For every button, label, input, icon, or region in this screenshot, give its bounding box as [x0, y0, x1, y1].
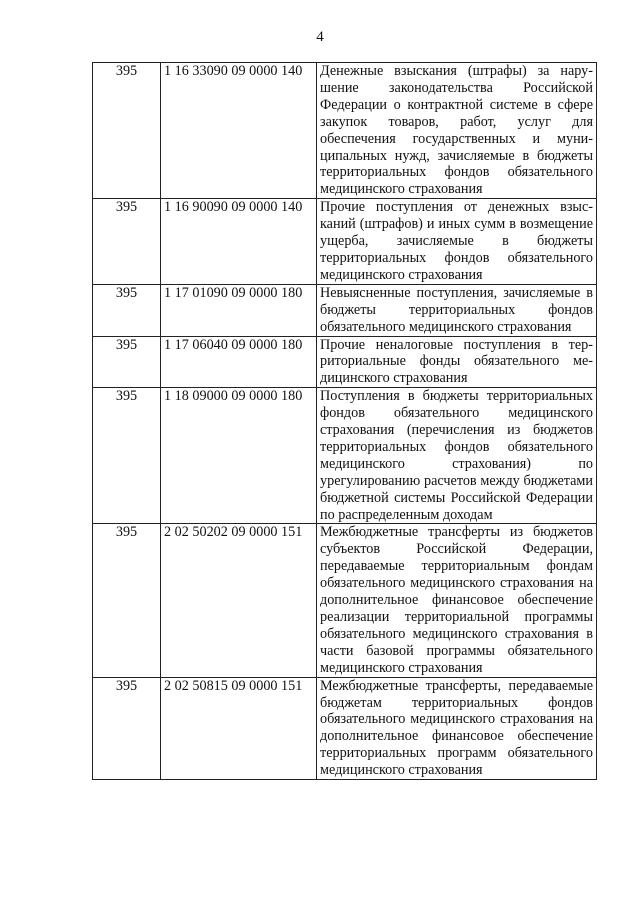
budget-code-cell: 1 16 33090 09 0000 140: [161, 63, 317, 199]
revenue-name-cell: Прочие поступления от денежных взысканий (штрафов) и иных сумм в возмещение ущерба, зачисляемые в бюджеты территориальных фондов обязательного медицинского страхования: [317, 199, 597, 285]
revenue-name-cell: Невыясненные поступления, зачисляемые в бюджеты территориальных фондов обязательного медицинского страхования: [317, 284, 597, 336]
revenue-codes-table: [92, 62, 597, 780]
budget-code-cell: 1 17 01090 09 0000 180: [161, 284, 317, 336]
table-row: [93, 199, 597, 285]
budget-code-cell: 2 02 50815 09 0000 151: [161, 677, 317, 779]
table-row: [93, 284, 597, 336]
admin-code-cell: 395: [93, 524, 161, 677]
budget-code-cell: 1 16 90090 09 0000 140: [161, 199, 317, 285]
page-number: 4: [316, 29, 324, 45]
admin-code-cell: 395: [93, 199, 161, 285]
admin-code-cell: 395: [93, 388, 161, 524]
table-row: [93, 336, 597, 388]
revenue-name-cell: Межбюджетные трансферты из бюджетов субъектов Российской Федерации, передаваемые территориальным фондам обязательного медицинского страхования на дополнительное финансовое обеспечение реализации территориальной программы обязательного медицинского страхования в части базовой программы обязательного медицинского страхования: [317, 524, 597, 677]
revenue-name-cell: Межбюджетные трансферты, передаваемые бюджетам территориальных фондов обязательного медицинского страхования на дополнительное финансовое обеспечение территориальных программ обязательного медицинского страхования: [317, 677, 597, 779]
table-row: [93, 63, 597, 199]
revenue-name-cell: Денежные взыскания (штрафы) за нарушение законодательства Российской Федерации о контрактной системе в сфере закупок товаров, работ, услуг для обеспечения государственных и муниципальных нужд, зачисляемые в бюджеты территориальных фондов обязательного медицинского страхования: [317, 63, 597, 199]
revenue-name-cell: Прочие неналоговые поступления в территориальные фонды обязательного медицинского страхования: [317, 336, 597, 388]
admin-code-cell: 395: [93, 63, 161, 199]
admin-code-cell: 395: [93, 284, 161, 336]
budget-code-cell: 1 17 06040 09 0000 180: [161, 336, 317, 388]
revenue-name-cell: Поступления в бюджеты территориальных фондов обязательного медицинского страхования (перечисления из бюджетов территориальных фондов обязательного медицинского страхования) по урегулированию расчетов между бюджетами бюджетной системы Российской Федерации по распределенным доходам: [317, 388, 597, 524]
table-row: [93, 388, 597, 524]
budget-code-cell: 1 18 09000 09 0000 180: [161, 388, 317, 524]
table-row: [93, 524, 597, 677]
admin-code-cell: 395: [93, 336, 161, 388]
budget-code-cell: 2 02 50202 09 0000 151: [161, 524, 317, 677]
admin-code-cell: 395: [93, 677, 161, 779]
table-row: [93, 677, 597, 779]
